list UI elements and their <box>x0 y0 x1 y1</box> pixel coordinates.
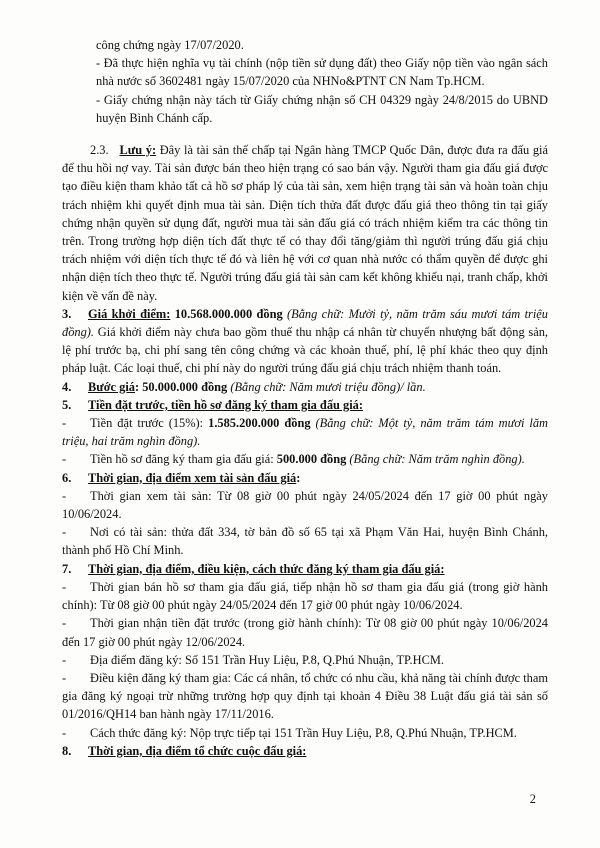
bid-step-amount: : 50.000.000 đồng <box>135 379 228 394</box>
document-body <box>62 36 548 760</box>
section-2-3-note <box>62 141 548 305</box>
notarization-line: công chứng ngày 17/07/2020. <box>96 38 244 52</box>
deposit-receipt-time-item: - Thời gian nhận tiền đặt trước (trong giờ hành chính): Từ 08 giờ 00 phút ngày 10/06/2024 đến 17 giờ 00 phút ngày 12/06/2024. <box>62 616 548 649</box>
section-number: 5. <box>62 397 72 412</box>
starting-price-words: (Bằng chữ: Mười tỷ, năm trăm sáu mươi tám triệu đồng). <box>62 306 548 340</box>
section-title: Thời gian, địa điểm, điều kiện, cách thức đăng ký tham gia đấu giá: <box>88 561 445 576</box>
section-title: Thời gian, địa điểm tổ chức cuộc đấu giá: <box>88 743 307 758</box>
section-number: 8. <box>62 743 72 758</box>
registration-location-item: - Địa điểm đăng ký: Số 151 Trần Huy Liệu, P.8, Q.Phú Nhuận, TP.HCM. <box>62 651 548 669</box>
section-5-deposit <box>62 396 548 414</box>
section-7-registration <box>62 560 548 578</box>
section-number: 7. <box>62 561 72 576</box>
section-8-auction-time <box>62 742 548 760</box>
registration-sale-time-item: - Thời gian bán hồ sơ tham gia đấu giá, tiếp nhận hồ sơ tham gia đấu giá (trong giờ hành chính): Từ 08 giờ 00 phút ngày 24/05/2024 đến 17 giờ 00 phút ngày 10/06/2024. <box>62 579 548 613</box>
section-6-viewing: 6. Thời gian, địa điểm xem tài sản đấu giá: <box>62 469 548 487</box>
starting-price-text: Giá khởi điểm này chưa bao gồm thuế thu nhập cá nhân từ chuyển nhượng bất động sản, lệ phí trước bạ, chi phí sang tên công chứng và các khoản thuế, phí, lệ phí khác theo quy định pháp luật. Các loại thuế, chi phí này do người trúng đấu giá chịu trách nhiệm thanh toán. <box>62 325 548 376</box>
deposit-amount: 1.585.200.000 đồng <box>208 416 311 431</box>
dash: - <box>62 725 67 740</box>
section-number: 3. <box>62 306 72 321</box>
section-title: Tiền đặt trước, tiền hồ sơ đăng ký tham gia đấu giá: <box>88 397 363 412</box>
section-3-starting-price <box>62 305 548 378</box>
dash: - <box>62 452 67 467</box>
dash: - <box>62 525 67 540</box>
registration-conditions-item: - Điều kiện đăng ký tham gia: Các cá nhân, tổ chức có nhu cầu, khả năng tài chính được tham gia đăng ký ngoại trừ những trường hợp quy định tại khoản 4 Điều 38 Luật đấu giá tài sản số 01/2016/QH14 ban hành ngày 17/11/2016. <box>62 670 548 722</box>
section-title: Thời gian, địa điểm xem tài sản đấu giá <box>88 470 297 485</box>
section-number: 2.3. <box>90 143 109 158</box>
certificate-origin-line: - Giấy chứng nhận này tách từ Giấy chứng nhận số CH 04329 ngày 24/8/2015 do UBND huyện Bình Chánh cấp. <box>96 92 548 125</box>
dash: - <box>62 616 67 631</box>
deposit-item: - Tiền đặt trước (15%): 1.585.200.000 đồng (Bằng chữ: Một tỷ, năm trăm tám mươi lăm triệu, hai trăm nghìn đồng). <box>62 416 549 449</box>
page-number: 2 <box>529 792 536 806</box>
deposit-words: (Bằng chữ: Một tỷ, năm trăm tám mươi lăm triệu, hai trăm nghìn đồng). <box>62 416 549 449</box>
dash: - <box>62 579 67 594</box>
section-number: 4. <box>62 379 72 394</box>
registration-fee-amount: 500.000 đồng <box>276 452 347 467</box>
dash: - <box>62 670 67 685</box>
viewing-location-item: - Nơi có tài sản: thửa đất 334, tờ bản đồ số 65 tại xã Phạm Văn Hai, huyện Bình Chánh, thành phố Hồ Chí Minh. <box>62 525 548 558</box>
dash: - <box>62 416 67 431</box>
section-number: 6. <box>62 470 72 485</box>
section-title: Bước giá <box>88 379 135 394</box>
registration-method-item: - Cách thức đăng ký: Nộp trực tiếp tại 151 Trần Huy Liệu, P.8, Q.Phú Nhuận, TP.HCM. <box>62 724 548 742</box>
note-label: Lưu ý: <box>119 143 157 158</box>
registration-fee-item: - Tiền hồ sơ đăng ký tham gia đấu giá: 500.000 đồng (Bằng chữ: Năm trăm nghìn đồng). <box>62 450 548 468</box>
starting-price-amount: 10.568.000.000 đồng <box>170 306 283 321</box>
dash: - <box>62 652 67 667</box>
financial-obligation-line: - Đã thực hiện nghĩa vụ tài chính (nộp tiền sử dụng đất) theo Giấy nộp tiền vào ngân sách nhà nước số 3602481 ngày 15/07/2020 của NHNo&PTNT CN Nam Tp.HCM. <box>96 56 548 89</box>
section-4-bid-step <box>62 378 548 396</box>
note-text: Đây là tài sản thế chấp tại Ngân hàng TMCP Quốc Dân, được đưa ra đấu giá để thu hồi nợ vay. Tài sản được bán theo hiện trạng có sao bán vậy. Người tham gia đấu giá được tạo điều kiện tham khảo tất cả hồ sơ pháp lý của tài sản, xem hiện trạng tài sản và hoàn toàn chịu trách nhiệm khi quyết định mua tài sản. Diện tích thửa đất được đấu giá theo thông tin tại giấy chứng nhận quyền sử dụng đất, người mua tài sản đấu giá có trách nhiệm kiểm tra các thông tin trên. Trong trường hợp diện tích đất thực tế có thay đổi tăng/giảm thì người trúng đấu giá chịu trách nhiệm với diện tích thực tế đó và liên hệ với cơ quan nhà nước có thẩm quyền để được ghi nhận diện tích theo thực tế. Người trúng đấu giá tài sản cam kết không khiếu nại, tranh chấp, khởi kiện về vấn đề này. <box>62 143 548 303</box>
section-title: Giá khởi điểm: <box>88 306 171 321</box>
bid-step-words: (Bằng chữ: Năm mươi triệu đồng)/ lần. <box>227 379 426 394</box>
registration-fee-words: (Bằng chữ: Năm trăm nghìn đồng). <box>346 452 525 467</box>
dash: - <box>62 488 67 503</box>
viewing-time-item: - Thời gian xem tài sản: Từ 08 giờ 00 phút ngày 24/05/2024 đến 17 giờ 00 phút ngày 10/06/2024. <box>62 488 548 522</box>
